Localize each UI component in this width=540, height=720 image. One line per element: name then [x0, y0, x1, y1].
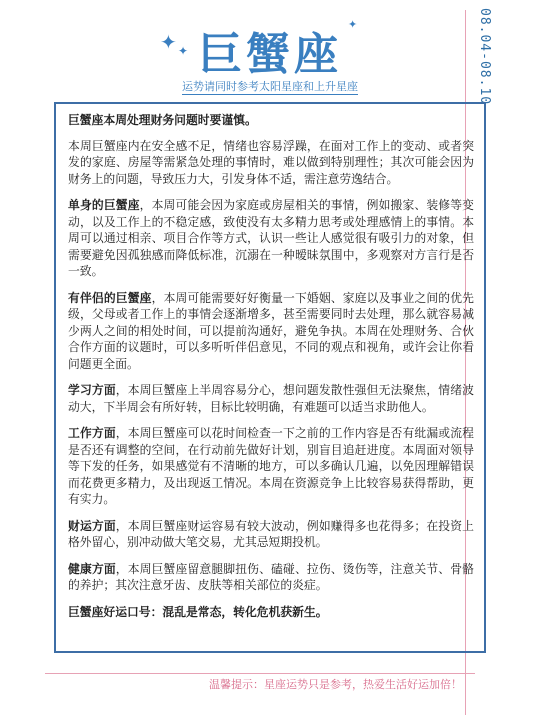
- study-label: 学习方面: [68, 383, 116, 397]
- work-paragraph: [68, 425, 474, 508]
- single-text: ，本周可能会因为家庭或房屋相关的事情，例如搬家、装修等变动，以及工作上的不稳定感，致使没有太多精力思考或处理感情上的事情。本周可以通过相亲、项目合作等方式，认识一些让人感觉很有吸引力的对象，但需要避免因孤独感而降低标准，沉溺在一种暧昧氛围中，多观察对方言行是否一致。: [68, 198, 474, 278]
- intro-heading-text: 巨蟹座本周处理财务问题时要谨慎。: [68, 113, 257, 127]
- work-label: 工作方面: [68, 426, 116, 440]
- decorative-horizontal-line: [45, 673, 475, 674]
- study-paragraph: [68, 382, 474, 415]
- footer-tip: 温馨提示：星座运势只是参考，热爱生活好运加倍！: [209, 678, 462, 691]
- slogan-label: 巨蟹座好运口号：: [68, 604, 163, 619]
- sparkle-icon: ✦: [348, 18, 358, 31]
- partner-label: 有伴侣的巨蟹座: [68, 290, 152, 305]
- horoscope-content-box: [54, 102, 486, 653]
- wealth-text: ，本周巨蟹座财运容易有较大波动，例如赚得多也花得多；在投资上格外留心，别冲动做大笔交易，尤其忌短期投机。: [68, 518, 474, 549]
- wealth-label: 财运方面: [68, 518, 116, 533]
- sparkle-icon: ✦: [178, 44, 189, 58]
- work-text: ，本周巨蟹座可以花时间检查一下之前的工作内容是否有纰漏或流程是否还有调整的空间，在行动前先做好计划，别盲目追赶进度。本周面对领导等下发的任务，如果感觉有不清晰的地方，可以多确认几遍，以免因理解错误而花费更多精力，及出现返工情况。本周在资源竞争上比较容易获得帮助，更有实力。: [68, 426, 474, 506]
- sparkle-icon: ✦: [160, 30, 177, 54]
- study-text: ，本周巨蟹座上半周容易分心，想问题发散性强但无法聚焦，情绪波动大，下半周会有所好转，目标比较明确，有难题可以适当求助他人。: [68, 383, 474, 414]
- partner-text: ，本周可能需要好好衡量一下婚姻、家庭以及事业之间的优先级，父母或者工作上的事情会逐渐增多，甚至需要同时去处理，那么就容易减少两人之间的相处时间，可以提前沟通好，避免争执。本周在处理财务、合伙合作方面的议题时，可以多听听伴侣意见，不同的观点和视角，或许会让你看问题更全面。: [68, 290, 474, 371]
- subtitle: [0, 78, 540, 94]
- health-label: 健康方面: [68, 561, 116, 576]
- slogan-paragraph: [68, 604, 474, 621]
- page-title: 巨蟹座: [198, 29, 342, 80]
- intro-heading: [68, 112, 474, 129]
- date-range: 08.04-08.10: [477, 8, 492, 106]
- wealth-paragraph: [68, 518, 474, 551]
- partner-paragraph: [68, 290, 474, 373]
- overview-paragraph: 本周巨蟹座内在安全感不足，情绪也容易浮躁，在面对工作上的变动、或者突发的家庭、房屋等需紧急处理的事情时，难以做到特别理性；其次可能会因为财务上的问题，导致压力大，引发身体不适，需注意劳逸结合。: [68, 138, 474, 186]
- slogan-text: 混乱是常态，转化危机获新生。: [162, 604, 328, 619]
- subtitle-text: 运势请同时参考太阳星座和上升星座: [182, 80, 358, 93]
- single-label: 单身的巨蟹座: [68, 198, 140, 212]
- health-paragraph: [68, 561, 474, 594]
- health-text: ，本周巨蟹座留意腿脚扭伤、磕碰、拉伤、烫伤等，注意关节、骨骼的养护；其次注意牙齿、皮肤等相关部位的炎症。: [68, 561, 474, 592]
- single-paragraph: [68, 197, 474, 280]
